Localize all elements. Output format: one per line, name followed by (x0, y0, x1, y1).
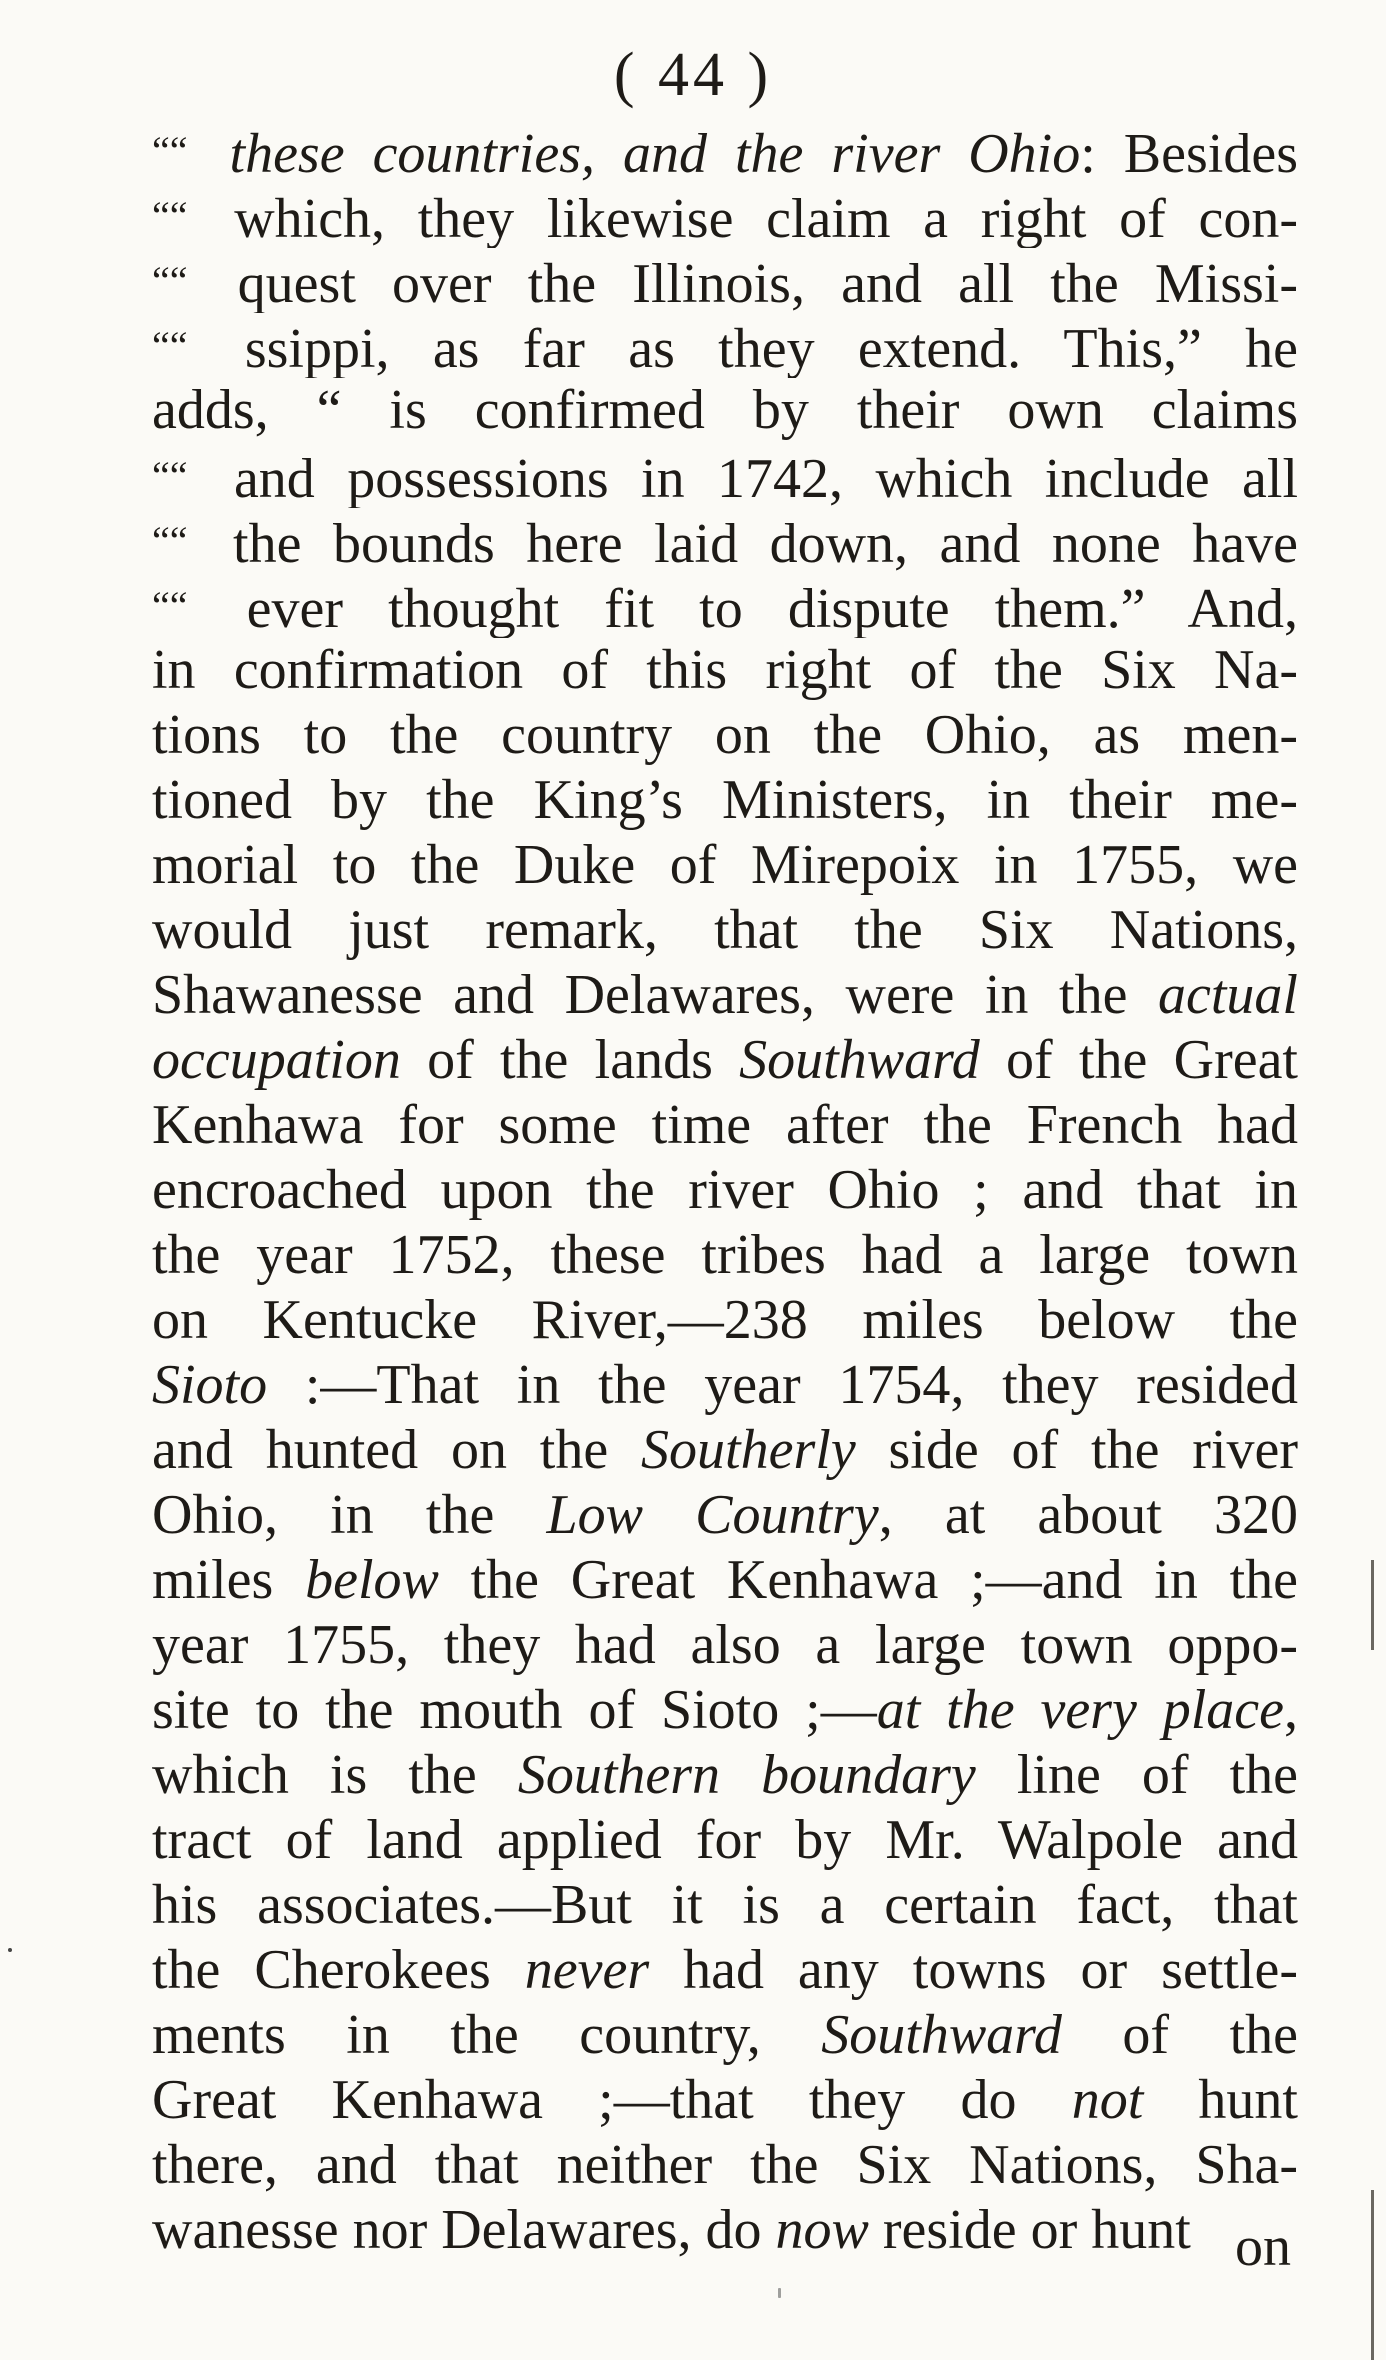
text-line (152, 1548, 1298, 1613)
print-speck (8, 1948, 12, 1952)
text-line (152, 963, 1298, 1028)
line-text (202, 123, 230, 183)
page-edge-shadow (1371, 1560, 1374, 1650)
text-line (152, 1483, 1298, 1548)
text-line (152, 1808, 1298, 1873)
line-text: year 1755, they had also a large town oppo- (152, 1614, 1298, 1676)
line-text: there, and that neither the Six Nations, Sha- (152, 2134, 1298, 2196)
text-line (152, 1743, 1298, 1808)
text-line (152, 1938, 1298, 2003)
text-line (152, 638, 1298, 703)
line-text: encroached upon the river Ohio ; and that in (152, 1159, 1298, 1221)
line-text: hunt (1143, 2069, 1298, 2131)
italic-text: Southern boundary (517, 1744, 976, 1806)
line-text: line of the (975, 1744, 1298, 1806)
line-text: adds, “ is confirmed by their own claims (152, 379, 1298, 441)
italic-text: Sioto (152, 1354, 268, 1416)
line-text: his associates.—But it is a certain fact, that (152, 1874, 1298, 1936)
line-text: morial to the Duke of Mirepoix in 1755, we (152, 834, 1298, 896)
italic-text: below (305, 1549, 439, 1611)
text-line (152, 2068, 1298, 2133)
line-text: , at about 320 (878, 1484, 1298, 1546)
line-text: the Great Kenhawa ;—and in the (438, 1549, 1298, 1611)
line-text: on Kentucke River,—238 miles below the (152, 1289, 1298, 1351)
text-line (152, 898, 1298, 963)
italic-text: Low Country (546, 1484, 879, 1546)
text-line (152, 1678, 1298, 1743)
line-text: and hunted on the (152, 1419, 642, 1481)
line-text: side of the river (855, 1419, 1298, 1481)
line-text: the bounds here laid down, and none have (201, 513, 1298, 573)
line-text: Kenhawa for some time after the French had (152, 1094, 1298, 1156)
italic-text: actual (1158, 964, 1298, 1026)
text-line (152, 1288, 1298, 1353)
line-text: tions to the country on the Ohio, as men- (152, 704, 1298, 766)
text-line (152, 313, 1298, 378)
italic-text: now (775, 2199, 869, 2261)
line-text: , (1284, 1679, 1298, 1741)
print-speck (778, 2288, 781, 2298)
text-line (152, 833, 1298, 898)
line-text: reside or hunt (868, 2199, 1191, 2261)
line-text: had any towns or settle- (649, 1939, 1298, 2001)
line-text: ssippi, as far as they extend. This,” he (201, 318, 1298, 378)
text-line (152, 1223, 1298, 1288)
text-line (152, 1418, 1298, 1483)
text-line (152, 1873, 1298, 1938)
line-text: : Besides (1080, 123, 1298, 183)
line-text: the year 1752, these tribes had a large town (152, 1224, 1298, 1286)
text-line (152, 443, 1298, 508)
line-text: of the (1061, 2004, 1298, 2066)
line-text: wanesse nor Delawares, do (152, 2199, 776, 2261)
text-line (152, 118, 1298, 183)
line-text: in confirmation of this right of the Six Na- (152, 639, 1298, 701)
line-text: Great Kenhawa ;—that they do (152, 2069, 1072, 2131)
text-line (152, 1028, 1298, 1093)
line-text: quest over the Illinois, and all the Missi- (201, 253, 1298, 313)
line-text: would just remark, that the Six Nations, (152, 899, 1298, 961)
text-line (152, 183, 1298, 248)
running-quote-mark: ““ (152, 453, 188, 498)
line-text: and possessions in 1742, which include all (201, 448, 1298, 508)
text-line (152, 1158, 1298, 1223)
text-line (152, 2133, 1298, 2198)
line-text: site to the mouth of Sioto ;— (152, 1679, 877, 1741)
body-text (152, 118, 1298, 2263)
italic-text: not (1071, 2069, 1144, 2131)
page-number: ( 44 ) (613, 41, 773, 109)
italic-text: at the very place (876, 1679, 1284, 1741)
line-text: which is the (152, 1744, 518, 1806)
line-text: of the lands (400, 1029, 740, 1091)
line-text: ments in the country, (152, 2004, 822, 2066)
running-quote-mark: ““ (152, 128, 188, 173)
line-text: :—That in the year 1754, they resided (267, 1354, 1298, 1416)
line-text: of the Great (979, 1029, 1298, 1091)
running-quote-mark: ““ (152, 583, 188, 628)
text-line (152, 1093, 1298, 1158)
catchword: on (1235, 2216, 1291, 2278)
line-text: miles (152, 1549, 306, 1611)
italic-text: Southward (739, 1029, 980, 1091)
running-quote-mark: ““ (152, 323, 188, 368)
italic-text: never (524, 1939, 650, 2001)
line-text: Ohio, in the (152, 1484, 547, 1546)
text-line (152, 508, 1298, 573)
line-text: tract of land applied for by Mr. Walpole and (152, 1809, 1298, 1871)
line-text: the Cherokees (152, 1939, 525, 2001)
page-edge-shadow (1371, 2190, 1374, 2360)
line-text: which, they likewise claim a right of con- (201, 188, 1298, 248)
line-text: Shawanesse and Delawares, were in the (152, 964, 1159, 1026)
line-text: ever thought fit to dispute them.” And, (201, 578, 1298, 638)
text-line (152, 573, 1298, 638)
line-text: tioned by the King’s Ministers, in their me- (152, 769, 1298, 831)
text-line (152, 768, 1298, 833)
text-line (152, 378, 1298, 443)
running-quote-mark: ““ (152, 193, 188, 238)
running-quote-mark: ““ (152, 258, 188, 303)
text-line (152, 1613, 1298, 1678)
text-line (152, 2198, 1298, 2263)
italic-text: these countries, and the river Ohio (229, 123, 1081, 183)
text-line (152, 1353, 1298, 1418)
text-line (152, 248, 1298, 313)
text-line (152, 2003, 1298, 2068)
italic-text: Southerly (641, 1419, 856, 1481)
text-line (152, 703, 1298, 768)
italic-text: occupation (152, 1029, 401, 1091)
running-quote-mark: ““ (152, 518, 188, 563)
italic-text: Southward (821, 2004, 1062, 2066)
